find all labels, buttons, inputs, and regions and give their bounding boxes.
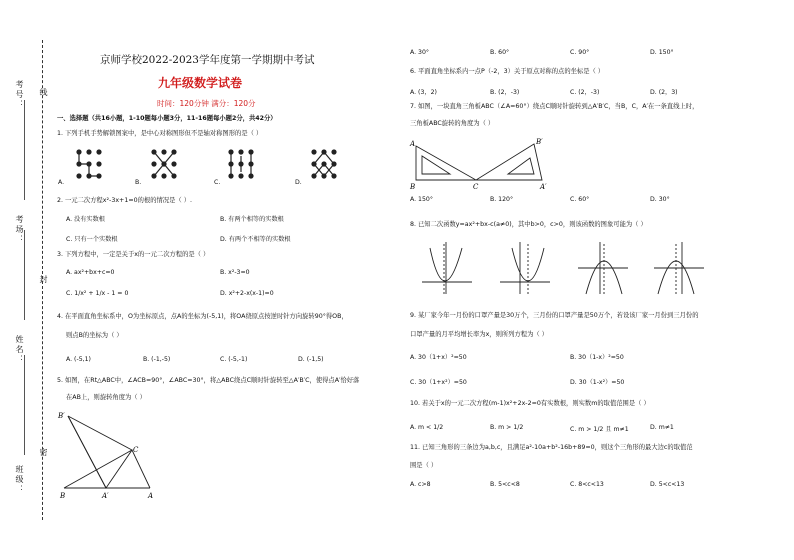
q11-option-d: D. 5<c<13 xyxy=(650,481,685,488)
q11-option-a: A. c>8 xyxy=(410,481,431,488)
pattern-a xyxy=(77,150,101,178)
kaochang-label: 考场： xyxy=(15,215,24,245)
q5-text-line1: 5. 如图，在Rt△ABC中，∠ACB=90°，∠ABC=30°，将△ABC绕点C顺时针旋转至△A′B′C，使得点A′恰好落 xyxy=(57,377,360,384)
triangle-a1b1c xyxy=(476,144,542,180)
q4-option-b: B. (-1,-5) xyxy=(143,356,171,363)
seal-mark-feng: 封 xyxy=(39,275,48,285)
q8-text: 8. 已知二次函数y=ax²+bx-c(a≠0)，其中b>0，c>0，则该函数的图象可能为（ ） xyxy=(410,221,647,228)
label-b-prime: B′ xyxy=(536,138,543,146)
q8-graphs xyxy=(420,238,710,298)
seal-mark-mi: 密 xyxy=(39,448,48,458)
q7-figure xyxy=(410,136,560,192)
q6-option-d: D. (2，3) xyxy=(650,89,678,96)
label-b: B xyxy=(60,492,66,500)
time-score: 时间：120分钟 满分：120分 xyxy=(157,99,256,108)
q2-option-d: D. 有两个不相等的实数根 xyxy=(220,236,291,243)
label-a-prime: A′ xyxy=(102,492,109,500)
q9-option-d: D. 30（1-x²）=50 xyxy=(570,379,625,386)
q9-option-a: A. 30（1+x）²=50 xyxy=(410,354,467,361)
q10-option-b: B. m > 1/2 xyxy=(490,424,524,431)
q2-option-c: C. 只有一个实数根 xyxy=(66,236,118,243)
q10-option-a: A. m < 1/2 xyxy=(410,424,444,431)
pattern-c xyxy=(229,150,253,178)
label-a: A xyxy=(148,492,154,500)
q3-option-a: A. ax²+bx+c=0 xyxy=(66,269,115,276)
q5-option-c: C. 90° xyxy=(570,49,590,56)
q5-option-a: A. 30° xyxy=(410,49,430,56)
school-title: 京师学校2022-2023学年度第一学期期中考试 xyxy=(100,54,315,66)
xingming-label: 姓名： xyxy=(15,335,24,365)
answer-line xyxy=(24,355,26,455)
q7-text-line1: 7. 如图，一块直角三角板ABC（∠A=60°）绕点C顺时针旋转到△A′B′C，当B，C，A′在一条直线上时， xyxy=(410,103,699,110)
q9-option-b: B. 30（1-x）²=50 xyxy=(570,354,624,361)
graph-a xyxy=(422,242,472,294)
q9-option-c: C. 30（1+x²）=50 xyxy=(410,379,467,386)
triangle-abc xyxy=(416,146,476,180)
seal-mark-xian: 线 xyxy=(39,88,48,98)
q6-text: 6. 平面直角坐标系内一点P（-2，3）关于原点对称的点的坐标是（ ） xyxy=(410,68,605,75)
q1-label-c: C. xyxy=(214,179,221,186)
q7-option-a: A. 150° xyxy=(410,196,433,203)
q11-option-c: C. 8<c<13 xyxy=(570,481,604,488)
q4-option-c: C. (-5,-1) xyxy=(220,356,248,363)
q1-label-d: D. xyxy=(295,179,302,186)
q2-option-a: A. 没有实数根 xyxy=(66,216,105,223)
q3-text: 3. 下列方程中，一定是关于x的一元二次方程的是（ ） xyxy=(57,251,210,258)
q11-option-b: B. 5<c<8 xyxy=(490,481,520,488)
label-a: A xyxy=(410,140,416,148)
q1-text: 1. 下列手机手势解锁图案中，是中心对称图形但不是轴对称图形的是（ ） xyxy=(57,130,263,137)
seal-dashed-line xyxy=(42,40,43,520)
q7-option-c: C. 60° xyxy=(570,196,590,203)
label-c: C xyxy=(133,446,139,454)
q1-label-a: A. xyxy=(58,179,65,186)
answer-line xyxy=(24,230,26,320)
q2-option-b: B. 有两个相等的实数根 xyxy=(220,216,284,223)
q4-option-d: D. (-1,5) xyxy=(298,356,324,363)
q11-text-line1: 11. 已知三角形的三条边为a,b,c，且满足a²-10a+b²-16b+89=0，则这个三角形的最大边c的取值范 xyxy=(410,444,693,451)
q4-text-line2: 则点B的坐标为（ ） xyxy=(66,332,123,339)
q3-option-b: B. x²-3=0 xyxy=(220,269,250,276)
pattern-d xyxy=(312,150,336,178)
q7-text-line2: 三角板ABC旋转的角度为（ ） xyxy=(410,120,495,127)
q4-text-line1: 4. 在平面直角坐标系中，O为坐标原点，点A的坐标为(-5,1)，将OA绕原点按逆时针方向旋转90°得OB， xyxy=(57,313,348,320)
q10-option-c: C. m > 1/2 且 m≠1 xyxy=(570,426,629,433)
exam-title: 九年级数学试卷 xyxy=(158,76,243,90)
graph-b xyxy=(500,242,550,294)
q5-figure xyxy=(60,410,170,500)
pattern-b xyxy=(152,150,176,178)
q6-option-b: B. (2，-3) xyxy=(490,89,520,96)
q6-option-c: C. (2，-3) xyxy=(570,89,600,96)
q5-text-line2: 在AB上，则旋转角度为（ ） xyxy=(66,394,146,401)
kaohao-label: 考号： xyxy=(15,80,24,110)
q4-option-a: A. (-5,1) xyxy=(66,356,91,363)
q9-text-line2: 口罩产量的月平均增长率为x，则所列方程为（ ） xyxy=(410,331,548,338)
graph-d xyxy=(654,242,704,294)
q2-text: 2. 一元二次方程x²-3x+1=0的根的情况是（ ）. xyxy=(57,197,192,204)
banji-label: 班级： xyxy=(15,465,24,495)
q11-text-line2: 围是（ ） xyxy=(410,462,438,469)
q5-option-d: D. 150° xyxy=(650,49,674,56)
q6-option-a: A. (3，2) xyxy=(410,89,437,96)
answer-line xyxy=(24,100,26,200)
label-c: C xyxy=(473,183,479,191)
q10-option-d: D. m≠1 xyxy=(650,424,674,431)
label-b-prime: B′ xyxy=(58,412,65,420)
q7-option-d: D. 30° xyxy=(650,196,670,203)
graph-c xyxy=(578,242,628,294)
q1-patterns xyxy=(75,148,375,184)
q9-text-line1: 9. 某厂家今年一月份的口罩产量是30万个，三月份的口罩产量是50万个，若设该厂家一月份到三月份的 xyxy=(410,312,699,319)
q7-option-b: B. 120° xyxy=(490,196,514,203)
label-a-prime: A′ xyxy=(540,183,547,191)
q10-text: 10. 若关于x的一元二次方程(m-1)x²+2x-2=0有实数根，则实数m的取值范围是（ ） xyxy=(410,400,650,407)
section-heading: 一、选择题（共16小题，1-10题每小题3分，11-16题每小题2分，共42分） xyxy=(57,115,277,122)
label-b: B xyxy=(410,183,416,191)
q3-option-c: C. 1/x² + 1/x - 1 = 0 xyxy=(66,290,129,297)
q1-label-b: B. xyxy=(135,179,142,186)
q3-option-d: D. x²+2-x(x-1)=0 xyxy=(220,290,274,297)
q5-option-b: B. 60° xyxy=(490,49,510,56)
